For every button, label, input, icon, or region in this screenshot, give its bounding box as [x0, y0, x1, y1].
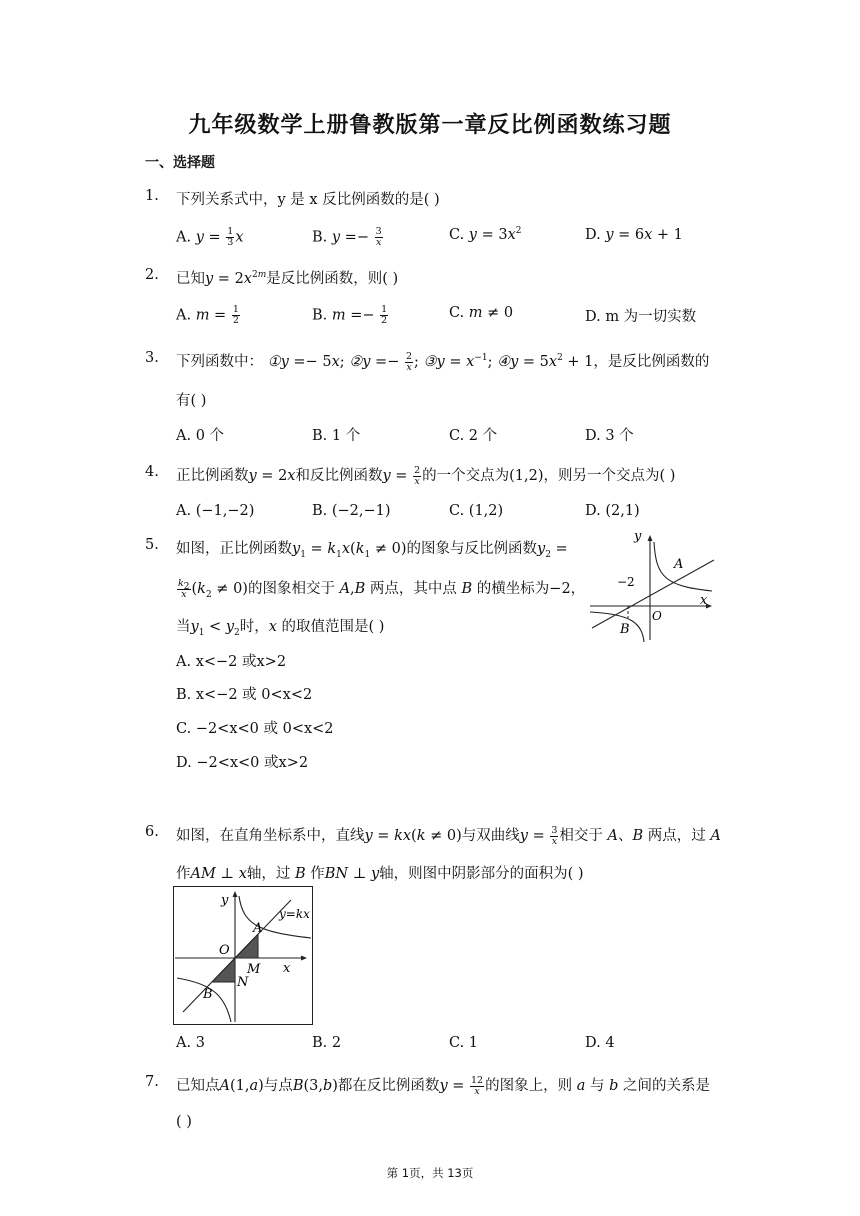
option-a[interactable]: A. 0 个 — [176, 428, 225, 444]
option-b[interactable]: B. 2 — [312, 1035, 342, 1051]
question-number: 2. — [145, 267, 159, 283]
tick-label: −2 — [617, 575, 635, 589]
q5-graph — [586, 528, 716, 643]
question-stem-line2: 有( ) — [176, 393, 207, 409]
point-m-label: M — [247, 962, 261, 977]
question-stem-line3: 当$y_1 < y_2$时，x 的取值范围是( ) — [176, 619, 385, 638]
option-d[interactable]: D. m 为一切实数 — [585, 309, 697, 325]
question-stem: 正比例函数y = 2x和反比例函数y = $\frac{2}{x}$ 的一个交点为(1,2)，则另一个交点为( ) — [176, 464, 676, 487]
question-stem-line2: 作AM ⊥ x轴，过 B 作BN ⊥ y轴，则图中阴影部分的面积为( ) — [176, 866, 584, 882]
question-number: 3. — [145, 350, 159, 366]
option-a[interactable]: A. 3 — [176, 1035, 205, 1051]
page-footer: 第 1页，共 13页 — [386, 1166, 474, 1180]
question-stem-line2: ( ) — [176, 1114, 192, 1130]
option-a[interactable]: A. y = $\frac{1}{3}$ x — [176, 226, 244, 248]
x-axis-label: x — [283, 961, 291, 976]
origin-label: O — [652, 609, 662, 623]
question-stem: 已知点A(1,a)与点B(3,b)都在反比例函数y = $\frac{12}{x}$ 的图象上，则 a 与 b 之间的关系是 — [176, 1074, 710, 1097]
option-d[interactable]: D. −2<x<0 或x>2 — [176, 755, 309, 771]
option-d[interactable]: D. y = 6x + 1 — [585, 227, 683, 243]
option-b[interactable]: B. y =− $\frac{3}{x}$ — [312, 226, 382, 248]
option-c[interactable]: C. 2 个 — [449, 428, 498, 444]
q6-graph — [173, 886, 314, 1026]
option-b[interactable]: B. x<−2 或 0<x<2 — [176, 687, 313, 703]
option-d[interactable]: D. (2,1) — [585, 503, 640, 519]
option-c[interactable]: C. −2<x<0 或 0<x<2 — [176, 721, 334, 737]
line-label: y=kx — [279, 907, 310, 921]
y-axis-label: y — [221, 893, 229, 908]
point-a-label: A — [674, 557, 684, 572]
point-b-label: B — [203, 987, 213, 1002]
option-b[interactable]: B. (−2,−1) — [312, 503, 391, 519]
option-a[interactable]: A. x<−2 或x>2 — [176, 654, 287, 670]
option-d[interactable]: D. 4 — [585, 1035, 615, 1051]
question-number: 4. — [145, 464, 159, 480]
option-d[interactable]: D. 3 个 — [585, 428, 634, 444]
question-number: 7. — [145, 1074, 159, 1090]
option-a[interactable]: A. (−1,−2) — [176, 503, 255, 519]
point-b-label: B — [620, 622, 630, 637]
question-stem: 已知$y = 2x^{2m}$是反比例函数，则( ) — [176, 270, 399, 287]
option-b[interactable]: B. m =− $\frac{1}{2}$ — [312, 304, 388, 326]
question-number: 5. — [145, 537, 159, 553]
question-stem: 下列关系式中，y 是 x 反比例函数的是( ) — [176, 192, 440, 208]
question-number: 1. — [145, 188, 159, 204]
section-heading: 一、选择题 — [145, 155, 215, 171]
y-axis-label: y — [634, 529, 642, 544]
question-stem: 如图，在直角坐标系中，直线y = kx(k ≠ 0)与双曲线y = $\frac{3}{x}$ 相交于 A、B 两点，过 A — [176, 824, 721, 847]
option-a[interactable]: A. m = $\frac{1}{2}$ — [176, 304, 239, 326]
point-n-label: N — [237, 975, 249, 990]
point-a-label: A — [253, 921, 263, 936]
option-b[interactable]: B. 1 个 — [312, 428, 361, 444]
option-c[interactable]: C. $y = 3x^2$ — [449, 226, 522, 243]
question-stem: 下列函数中： ①y =− 5x; ②y =− $\frac{2}{x}$ ; ③y = $x^{-1}$; ④y = $5x^2 + 1$，是反比例函数的 — [176, 350, 710, 373]
question-number: 6. — [145, 824, 159, 840]
option-c[interactable]: C. (1,2) — [449, 503, 504, 519]
question-stem: 如图，正比例函数$y_1 = k_1x(k_1 \ne 0)$的图象与反比例函数$y_2$ = — [176, 541, 568, 560]
origin-label: O — [219, 943, 230, 958]
option-c[interactable]: C. 1 — [449, 1035, 479, 1051]
page-title: 九年级数学上册鲁教版第一章反比例函数练习题 — [188, 113, 672, 138]
x-axis-label: x — [700, 593, 708, 608]
option-c[interactable]: C. m ≠ 0 — [449, 305, 514, 321]
question-stem-line2: $\frac{k_2}{x}$ $(k_2 \ne 0)$的图象相交于 A,B 两点，其中点 B 的横坐标为−2， — [178, 577, 586, 600]
